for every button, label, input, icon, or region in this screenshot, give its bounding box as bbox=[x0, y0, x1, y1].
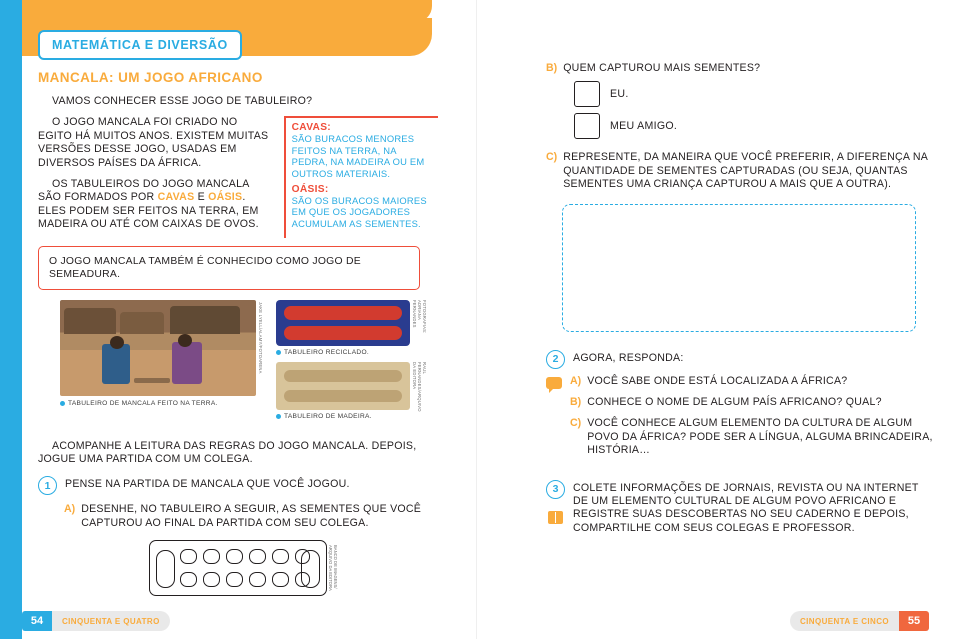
caption-main-photo bbox=[60, 400, 218, 407]
exercise-2a-letter: A) bbox=[570, 374, 582, 387]
board-cava bbox=[180, 572, 197, 587]
question-c bbox=[546, 151, 934, 191]
glossary-term-2: OÁSIS: bbox=[291, 184, 329, 196]
exercise-2-number: 2 bbox=[546, 350, 565, 369]
photo-credit-wood: RAUL FERNANDES/ARQUIVO DA EDITORA bbox=[412, 361, 427, 412]
caption-bullet-icon bbox=[60, 401, 65, 406]
exercise-3 bbox=[546, 480, 934, 536]
lesson-intro: VAMOS CONHECER ESSE JOGO DE TABULEIRO? bbox=[52, 95, 313, 107]
exercise-3-number: 3 bbox=[546, 480, 565, 499]
exercise-2c bbox=[570, 417, 934, 457]
section-header-label: MATEMÁTICA E DIVERSÃO bbox=[52, 38, 228, 52]
exercise-1-number: 1 bbox=[38, 476, 57, 495]
glossary-box bbox=[284, 116, 438, 238]
page-number-right: 55 bbox=[899, 611, 929, 631]
board-cava bbox=[249, 549, 266, 564]
caption-wooden-board bbox=[276, 413, 372, 420]
exercise-2c-text: VOCÊ CONHECE ALGUM ELEMENTO DA CULTURA DE ALGUM POVO DA ÁFRICA? PODE SER A LÍNGUA, ALGUMA BRINCADEIRA, HISTÓRIA… bbox=[587, 417, 933, 457]
photo-wooden-board bbox=[276, 362, 410, 410]
note-box: O JOGO MANCALA TAMBÉM É CONHECIDO COMO JOGO DE SEMEADURA. bbox=[38, 246, 420, 290]
caption-bullet-icon bbox=[276, 350, 281, 355]
caption-wood-text: TABULEIRO DE MADEIRA. bbox=[284, 412, 372, 420]
book-icon bbox=[548, 511, 563, 524]
exercise-2-text: AGORA, RESPONDA: bbox=[573, 351, 684, 364]
board-cava bbox=[249, 572, 266, 587]
exercise-1a-text: DESENHE, NO TABULEIRO A SEGUIR, AS SEMENTES QUE VOCÊ CAPTUROU AO FINAL DA PARTIDA COM SEU COLEGA. bbox=[81, 503, 422, 529]
checkbox-eu[interactable] bbox=[574, 81, 600, 107]
footer-left bbox=[22, 611, 170, 631]
answer-drawing-box[interactable] bbox=[562, 204, 916, 332]
left-page-content bbox=[38, 62, 438, 596]
exercise-2a-text: VOCÊ SABE ONDE ESTÁ LOCALIZADA A ÁFRICA? bbox=[587, 374, 848, 387]
board-cava bbox=[272, 572, 289, 587]
paragraph-2 bbox=[38, 178, 274, 232]
question-b-text: QUEM CAPTUROU MAIS SEMENTES? bbox=[563, 62, 761, 74]
right-page-content bbox=[546, 62, 934, 535]
board-cava bbox=[295, 549, 310, 564]
question-b bbox=[546, 62, 934, 75]
paragraph-2-part-b: . ELES PODEM SER FEITOS NA TERRA, EM MADEIRA OU ATÉ COM CAIXAS DE OVOS. bbox=[38, 191, 259, 231]
glossary-term-1: CAVAS: bbox=[291, 122, 331, 134]
footer-right bbox=[790, 611, 929, 631]
page-spine bbox=[476, 0, 477, 639]
caption-recycled-text: TABULEIRO RECICLADO. bbox=[284, 348, 370, 356]
exercise-1 bbox=[38, 476, 438, 495]
photo-recycled-board bbox=[276, 300, 410, 346]
paragraph-2-conjunction: E bbox=[194, 191, 209, 204]
photo-credit-main: JAKE LYELL/ALAMY/FOTOARENA bbox=[258, 301, 263, 374]
exercise-1-text: PENSE NA PARTIDA DE MANCALA QUE VOCÊ JOGOU. bbox=[65, 478, 350, 491]
body-text-column bbox=[38, 116, 274, 239]
paragraph-2-part-a: OS TABULEIROS DO JOGO MANCALA SÃO FORMADOS POR bbox=[38, 178, 250, 204]
section-header-chip bbox=[38, 30, 242, 60]
board-cava bbox=[226, 572, 243, 587]
caption-bullet-icon bbox=[276, 414, 281, 419]
keyword-cavas: CAVAS bbox=[157, 191, 195, 204]
checkbox-meu-amigo[interactable] bbox=[574, 113, 600, 139]
paragraph-1: O JOGO MANCALA FOI CRIADO NO EGITO HÁ MUITOS ANOS. EXISTEM MUITAS VERSÕES DESSE JOGO, USADAS EM DIVERSOS PAÍSES DA ÁFRICA. bbox=[38, 116, 269, 169]
exercise-2 bbox=[546, 350, 934, 369]
question-c-letter: C) bbox=[546, 151, 558, 164]
exercise-2b-text: CONHECE O NOME DE ALGUM PAÍS AFRICANO? QUAL? bbox=[587, 396, 882, 409]
question-c-text: REPRESENTE, DA MANEIRA QUE VOCÊ PREFERIR, A DIFERENÇA NA QUANTIDADE DE SEMENTES CAPTURADAS (OU SEJA, QUANTAS SEMENTES UMA CRIANÇA CAPTUROU A MAIS QUE A OUTRA). bbox=[563, 151, 928, 191]
exercise-3-text: COLETE INFORMAÇÕES DE JORNAIS, REVISTA OU NA INTERNET DE UM ELEMENTO CULTURAL DE ALGUM POVO AFRICANO E REGISTRE SUAS DESCOBERTAS NO SEU CADERNO E DEPOIS, COMPARTILHE COM SEUS COLEGAS E PROFESSOR. bbox=[573, 481, 919, 534]
page-number-left: 54 bbox=[22, 611, 52, 631]
board-cava bbox=[272, 549, 289, 564]
board-cava bbox=[203, 572, 220, 587]
instruction-after-media: ACOMPANHE A LEITURA DAS REGRAS DO JOGO MANCALA. DEPOIS, JOGUE UMA PARTIDA COM UM COLEGA. bbox=[38, 439, 417, 466]
board-cava bbox=[295, 572, 310, 587]
exercise-2b-letter: B) bbox=[570, 396, 582, 409]
photo-credit-recycled: FOTOGRAFIAS: ADRIANA FERNANDES bbox=[412, 299, 427, 334]
exercise-1a bbox=[64, 503, 438, 530]
board-credit: BANCO DE IMAGENS/ ARQUIVO DA EDITORA bbox=[328, 545, 338, 592]
exercise-2b bbox=[570, 396, 934, 409]
option-label-1: EU. bbox=[610, 88, 629, 101]
glossary-definition-2: SÃO OS BURACOS MAIORES EM QUE OS JOGADORES ACUMULAM AS SEMENTES. bbox=[291, 195, 427, 229]
question-b-letter: B) bbox=[546, 62, 558, 74]
keyword-oasis: OÁSIS bbox=[208, 191, 243, 204]
board-cava bbox=[203, 549, 220, 564]
option-row-1[interactable] bbox=[574, 81, 934, 107]
board-cava bbox=[226, 549, 243, 564]
speech-bubble-icon bbox=[546, 377, 562, 389]
lesson-title: MANCALA: UM JOGO AFRICANO bbox=[38, 70, 263, 85]
exercise-2a bbox=[570, 375, 934, 388]
mancala-board-drawing-area[interactable] bbox=[149, 540, 338, 596]
board-oasis-left bbox=[156, 550, 175, 588]
media-gallery bbox=[38, 300, 438, 418]
page-label-right: CINQUENTA E CINCO bbox=[790, 611, 899, 631]
option-row-2[interactable] bbox=[574, 113, 934, 139]
exercise-2c-letter: C) bbox=[570, 417, 582, 430]
caption-main-text: TABULEIRO DE MANCALA FEITO NA TERRA. bbox=[68, 399, 218, 407]
page-label-left: CINQUENTA E QUATRO bbox=[52, 611, 170, 631]
exercise-1a-letter: A) bbox=[64, 503, 76, 516]
option-label-2: MEU AMIGO. bbox=[610, 120, 678, 133]
glossary-definition-1: SÃO BURACOS MENORES FEITOS NA TERRA, NA PEDRA, NA MADEIRA OU EM OUTROS MATERIAIS. bbox=[291, 133, 425, 179]
board-cava bbox=[180, 549, 197, 564]
photo-mancala-on-ground bbox=[60, 300, 256, 396]
caption-recycled-board bbox=[276, 349, 369, 356]
text-and-glossary bbox=[38, 116, 438, 239]
left-edge-decoration bbox=[0, 0, 22, 639]
